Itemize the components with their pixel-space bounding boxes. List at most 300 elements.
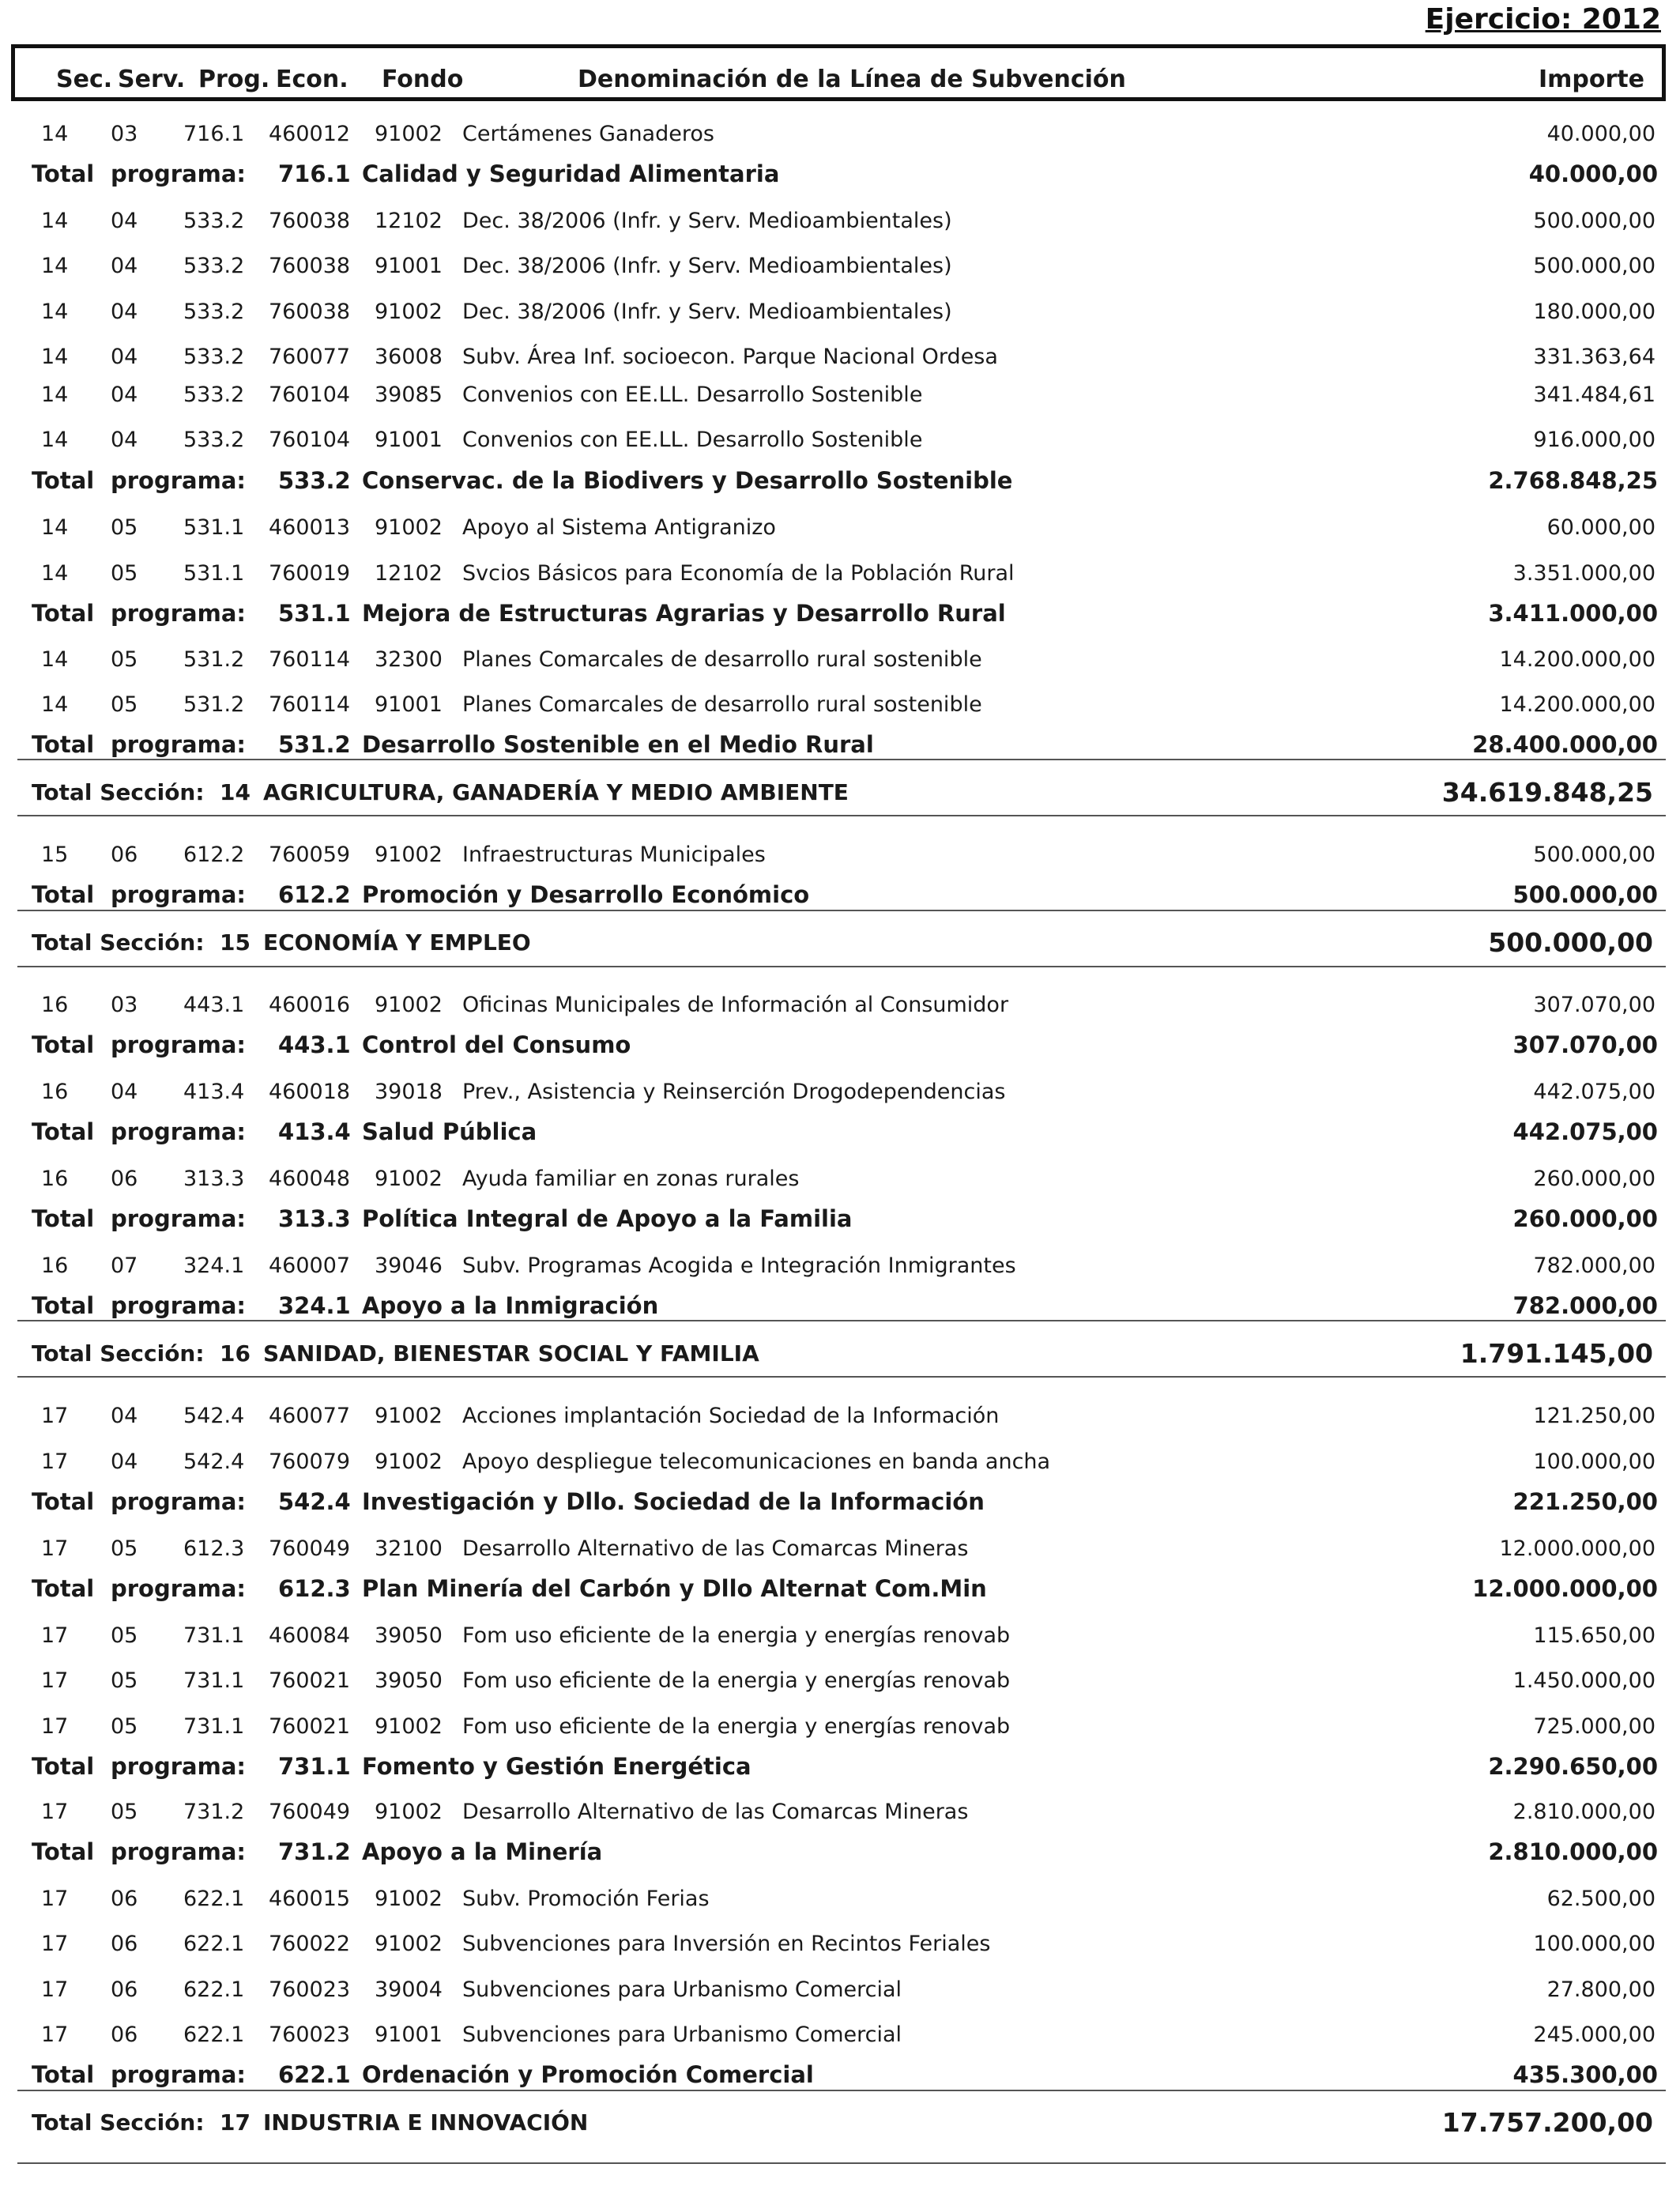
section-total-row bbox=[0, 2107, 1680, 2139]
program-total-row bbox=[0, 598, 1680, 629]
program-total-label-suffix: programa: bbox=[111, 467, 246, 494]
program-total-row bbox=[0, 2059, 1680, 2090]
cell-den: Desarrollo Alternativo de las Comarcas Mineras bbox=[462, 1800, 969, 1824]
cell-imp: 100.000,00 bbox=[1533, 1932, 1656, 1956]
cell-sec: 15 bbox=[41, 843, 69, 867]
cell-den: Planes Comarcales de desarrollo rural sostenible bbox=[462, 647, 982, 672]
cell-serv: 04 bbox=[111, 1449, 138, 1474]
cell-econ: 760021 bbox=[269, 1668, 351, 1693]
program-total-amount: 3.411.000,00 bbox=[1488, 600, 1658, 627]
cell-prog: 531.2 bbox=[183, 692, 245, 717]
cell-den: Dec. 38/2006 (Infr. y Serv. Medioambientales) bbox=[462, 254, 952, 278]
section-separator bbox=[17, 966, 1666, 967]
cell-den: Fom uso eficiente de la energia y energías renovab bbox=[462, 1668, 1011, 1693]
cell-econ: 460084 bbox=[269, 1623, 351, 1648]
program-total-label: Total bbox=[32, 1838, 95, 1865]
cell-econ: 760049 bbox=[269, 1800, 351, 1824]
program-total-row bbox=[0, 1029, 1680, 1061]
cell-den: Svcios Básicos para Economía de la Población Rural bbox=[462, 561, 1015, 586]
cell-serv: 05 bbox=[111, 1623, 138, 1648]
cell-fondo: 91002 bbox=[375, 515, 443, 540]
cell-serv: 05 bbox=[111, 515, 138, 540]
cell-fondo: 12102 bbox=[375, 209, 443, 233]
section-total-amount: 500.000,00 bbox=[1488, 927, 1653, 958]
table-row bbox=[0, 1711, 1680, 1743]
program-name: Política Integral de Apoyo a la Familia bbox=[362, 1205, 853, 1232]
cell-serv: 05 bbox=[111, 1714, 138, 1739]
program-code: 716.1 bbox=[278, 160, 351, 187]
program-total-label: Total bbox=[32, 1205, 95, 1232]
program-total-label-suffix: programa: bbox=[111, 731, 246, 758]
cell-serv: 05 bbox=[111, 561, 138, 586]
table-row bbox=[0, 205, 1680, 237]
section-total-label: Total Sección: bbox=[32, 2109, 205, 2136]
cell-imp: 1.450.000,00 bbox=[1512, 1668, 1656, 1693]
section-name: ECONOMÍA Y EMPLEO bbox=[263, 929, 531, 956]
table-row bbox=[0, 558, 1680, 590]
cell-den: Fom uso eficiente de la energia y energías renovab bbox=[462, 1714, 1011, 1739]
exercise-year: Ejercicio: 2012 bbox=[1425, 3, 1661, 36]
table-row bbox=[0, 1796, 1680, 1828]
program-total-label-suffix: programa: bbox=[111, 1753, 246, 1780]
program-name: Control del Consumo bbox=[362, 1031, 631, 1058]
cell-imp: 500.000,00 bbox=[1533, 843, 1656, 867]
program-code: 313.3 bbox=[278, 1205, 351, 1232]
cell-prog: 443.1 bbox=[183, 993, 245, 1017]
cell-sec: 17 bbox=[41, 1623, 69, 1648]
cell-prog: 324.1 bbox=[183, 1253, 245, 1278]
program-total-label-suffix: programa: bbox=[111, 1118, 246, 1145]
table-row bbox=[0, 1883, 1680, 1915]
cell-sec: 17 bbox=[41, 1449, 69, 1474]
cell-den: Apoyo despliegue telecomunicaciones en banda ancha bbox=[462, 1449, 1051, 1474]
section-name: SANIDAD, BIENESTAR SOCIAL Y FAMILIA bbox=[263, 1340, 759, 1367]
cell-prog: 612.2 bbox=[183, 843, 245, 867]
cell-imp: 3.351.000,00 bbox=[1512, 561, 1656, 586]
cell-fondo: 91001 bbox=[375, 2022, 443, 2047]
program-code: 612.3 bbox=[278, 1575, 351, 1602]
cell-prog: 622.1 bbox=[183, 2022, 245, 2047]
cell-prog: 533.2 bbox=[183, 428, 245, 452]
cell-sec: 17 bbox=[41, 2022, 69, 2047]
header-prog: Prog. bbox=[198, 66, 270, 93]
program-total-row bbox=[0, 1573, 1680, 1604]
cell-imp: 2.810.000,00 bbox=[1512, 1800, 1656, 1824]
cell-sec: 17 bbox=[41, 1404, 69, 1428]
cell-fondo: 39085 bbox=[375, 383, 443, 407]
table-row bbox=[0, 1076, 1680, 1108]
cell-serv: 07 bbox=[111, 1253, 138, 1278]
cell-prog: 622.1 bbox=[183, 1977, 245, 2002]
cell-imp: 782.000,00 bbox=[1533, 1253, 1656, 1278]
cell-fondo: 91001 bbox=[375, 692, 443, 717]
cell-econ: 760104 bbox=[269, 383, 351, 407]
cell-den: Convenios con EE.LL. Desarrollo Sostenible bbox=[462, 428, 923, 452]
program-name: Ordenación y Promoción Comercial bbox=[362, 2061, 814, 2088]
cell-econ: 760049 bbox=[269, 1536, 351, 1561]
cell-econ: 760114 bbox=[269, 647, 351, 672]
table-row bbox=[0, 1533, 1680, 1565]
program-total-label: Total bbox=[32, 1488, 95, 1515]
cell-econ: 460007 bbox=[269, 1253, 351, 1278]
program-total-label: Total bbox=[32, 881, 95, 908]
cell-den: Subvenciones para Urbanismo Comercial bbox=[462, 1977, 902, 2002]
cell-serv: 04 bbox=[111, 345, 138, 369]
table-row bbox=[0, 1163, 1680, 1195]
program-name: Desarrollo Sostenible en el Medio Rural bbox=[362, 731, 874, 758]
cell-prog: 716.1 bbox=[183, 122, 245, 146]
section-code: 15 bbox=[220, 929, 250, 956]
table-row bbox=[0, 1620, 1680, 1652]
cell-fondo: 91002 bbox=[375, 993, 443, 1017]
program-name: Promoción y Desarrollo Económico bbox=[362, 881, 810, 908]
cell-prog: 533.2 bbox=[183, 345, 245, 369]
program-total-amount: 307.070,00 bbox=[1512, 1031, 1658, 1058]
program-total-label-suffix: programa: bbox=[111, 1838, 246, 1865]
cell-serv: 04 bbox=[111, 1404, 138, 1428]
cell-econ: 460013 bbox=[269, 515, 351, 540]
program-total-amount: 500.000,00 bbox=[1512, 881, 1658, 908]
section-code: 17 bbox=[220, 2109, 250, 2136]
cell-fondo: 91002 bbox=[375, 1887, 443, 1911]
cell-imp: 27.800,00 bbox=[1546, 1977, 1656, 2002]
table-row bbox=[0, 119, 1680, 150]
cell-serv: 04 bbox=[111, 1080, 138, 1104]
cell-prog: 731.1 bbox=[183, 1623, 245, 1648]
section-separator bbox=[17, 1320, 1666, 1321]
cell-prog: 533.2 bbox=[183, 209, 245, 233]
table-row bbox=[0, 1974, 1680, 2006]
program-total-label-suffix: programa: bbox=[111, 881, 246, 908]
program-total-amount: 2.290.650,00 bbox=[1488, 1753, 1658, 1780]
header-denominacion: Denominación de la Línea de Subvención bbox=[578, 66, 1126, 93]
cell-imp: 14.200.000,00 bbox=[1499, 692, 1656, 717]
cell-sec: 16 bbox=[41, 1253, 69, 1278]
cell-fondo: 91002 bbox=[375, 122, 443, 146]
cell-sec: 17 bbox=[41, 1536, 69, 1561]
cell-sec: 16 bbox=[41, 1080, 69, 1104]
program-code: 533.2 bbox=[278, 467, 351, 494]
cell-prog: 313.3 bbox=[183, 1167, 245, 1191]
program-name: Calidad y Seguridad Alimentaria bbox=[362, 160, 780, 187]
cell-sec: 14 bbox=[41, 122, 69, 146]
cell-econ: 760038 bbox=[269, 254, 351, 278]
cell-den: Fom uso eficiente de la energia y energías renovab bbox=[462, 1623, 1011, 1648]
cell-sec: 14 bbox=[41, 515, 69, 540]
cell-imp: 14.200.000,00 bbox=[1499, 647, 1656, 672]
cell-imp: 62.500,00 bbox=[1546, 1887, 1656, 1911]
cell-prog: 542.4 bbox=[183, 1449, 245, 1474]
section-code: 16 bbox=[220, 1340, 250, 1367]
cell-serv: 05 bbox=[111, 692, 138, 717]
cell-serv: 03 bbox=[111, 993, 138, 1017]
program-code: 531.1 bbox=[278, 600, 351, 627]
program-total-amount: 221.250,00 bbox=[1512, 1488, 1658, 1515]
cell-fondo: 39050 bbox=[375, 1623, 443, 1648]
cell-den: Subv. Área Inf. socioecon. Parque Nacional Ordesa bbox=[462, 345, 998, 369]
cell-prog: 533.2 bbox=[183, 300, 245, 324]
cell-prog: 531.2 bbox=[183, 647, 245, 672]
program-code: 612.2 bbox=[278, 881, 351, 908]
cell-fondo: 91002 bbox=[375, 1932, 443, 1956]
cell-serv: 04 bbox=[111, 254, 138, 278]
cell-den: Dec. 38/2006 (Infr. y Serv. Medioambientales) bbox=[462, 300, 952, 324]
section-separator bbox=[17, 2162, 1666, 2164]
cell-econ: 760022 bbox=[269, 1932, 351, 1956]
program-total-amount: 2.768.848,25 bbox=[1488, 467, 1658, 494]
cell-serv: 06 bbox=[111, 1977, 138, 2002]
header-importe: Importe bbox=[1539, 66, 1644, 93]
cell-prog: 533.2 bbox=[183, 254, 245, 278]
program-total-label-suffix: programa: bbox=[111, 2061, 246, 2088]
cell-sec: 14 bbox=[41, 692, 69, 717]
cell-econ: 760079 bbox=[269, 1449, 351, 1474]
section-total-row bbox=[0, 927, 1680, 959]
table-row bbox=[0, 1928, 1680, 1960]
program-total-label-suffix: programa: bbox=[111, 1488, 246, 1515]
program-code: 324.1 bbox=[278, 1292, 351, 1319]
section-name: AGRICULTURA, GANADERÍA Y MEDIO AMBIENTE bbox=[263, 779, 849, 805]
section-name: INDUSTRIA E INNOVACIÓN bbox=[263, 2109, 589, 2136]
table-row bbox=[0, 990, 1680, 1021]
cell-den: Dec. 38/2006 (Infr. y Serv. Medioambientales) bbox=[462, 209, 952, 233]
cell-prog: 731.1 bbox=[183, 1668, 245, 1693]
cell-serv: 05 bbox=[111, 1800, 138, 1824]
cell-fondo: 91001 bbox=[375, 254, 443, 278]
program-total-label: Total bbox=[32, 2061, 95, 2088]
cell-econ: 460015 bbox=[269, 1887, 351, 1911]
section-total-amount: 17.757.200,00 bbox=[1441, 2107, 1653, 2138]
cell-imp: 500.000,00 bbox=[1533, 209, 1656, 233]
cell-imp: 341.484,61 bbox=[1533, 383, 1656, 407]
cell-serv: 03 bbox=[111, 122, 138, 146]
program-total-amount: 28.400.000,00 bbox=[1472, 731, 1658, 758]
cell-prog: 612.3 bbox=[183, 1536, 245, 1561]
cell-imp: 260.000,00 bbox=[1533, 1167, 1656, 1191]
table-row bbox=[0, 1665, 1680, 1697]
cell-den: Planes Comarcales de desarrollo rural sostenible bbox=[462, 692, 982, 717]
cell-econ: 760077 bbox=[269, 345, 351, 369]
cell-econ: 760114 bbox=[269, 692, 351, 717]
cell-den: Subv. Promoción Ferias bbox=[462, 1887, 710, 1911]
cell-fondo: 36008 bbox=[375, 345, 443, 369]
cell-serv: 04 bbox=[111, 428, 138, 452]
program-code: 622.1 bbox=[278, 2061, 351, 2088]
cell-econ: 760038 bbox=[269, 209, 351, 233]
section-separator bbox=[17, 910, 1666, 911]
section-total-label: Total Sección: bbox=[32, 1340, 205, 1367]
table-row bbox=[0, 424, 1680, 456]
cell-fondo: 91001 bbox=[375, 428, 443, 452]
cell-serv: 05 bbox=[111, 1668, 138, 1693]
section-total-amount: 1.791.145,00 bbox=[1460, 1338, 1653, 1369]
cell-prog: 531.1 bbox=[183, 515, 245, 540]
column-header-bar bbox=[11, 44, 1666, 101]
section-code: 14 bbox=[220, 779, 250, 805]
program-total-row bbox=[0, 729, 1680, 760]
table-row bbox=[0, 2019, 1680, 2051]
header-sec: Sec. bbox=[56, 66, 113, 93]
table-row bbox=[0, 379, 1680, 411]
cell-econ: 460018 bbox=[269, 1080, 351, 1104]
program-name: Apoyo a la Minería bbox=[362, 1838, 603, 1865]
cell-sec: 14 bbox=[41, 561, 69, 586]
table-row bbox=[0, 251, 1680, 282]
cell-imp: 180.000,00 bbox=[1533, 300, 1656, 324]
cell-sec: 14 bbox=[41, 254, 69, 278]
table-row bbox=[0, 644, 1680, 676]
table-row bbox=[0, 689, 1680, 721]
cell-den: Certámenes Ganaderos bbox=[462, 122, 714, 146]
cell-sec: 14 bbox=[41, 345, 69, 369]
cell-sec: 17 bbox=[41, 1668, 69, 1693]
cell-imp: 442.075,00 bbox=[1533, 1080, 1656, 1104]
program-total-amount: 435.300,00 bbox=[1512, 2061, 1658, 2088]
cell-econ: 760038 bbox=[269, 300, 351, 324]
cell-sec: 14 bbox=[41, 428, 69, 452]
cell-prog: 542.4 bbox=[183, 1404, 245, 1428]
cell-fondo: 12102 bbox=[375, 561, 443, 586]
cell-den: Oficinas Municipales de Información al Consumidor bbox=[462, 993, 1009, 1017]
cell-econ: 760023 bbox=[269, 2022, 351, 2047]
section-total-row bbox=[0, 777, 1680, 809]
cell-den: Infraestructuras Municipales bbox=[462, 843, 766, 867]
cell-serv: 06 bbox=[111, 1167, 138, 1191]
program-total-row bbox=[0, 1486, 1680, 1517]
cell-prog: 622.1 bbox=[183, 1887, 245, 1911]
cell-serv: 06 bbox=[111, 1887, 138, 1911]
cell-den: Subvenciones para Inversión en Recintos Feriales bbox=[462, 1932, 991, 1956]
cell-den: Prev., Asistencia y Reinserción Drogodependencias bbox=[462, 1080, 1006, 1104]
header-econ: Econ. bbox=[276, 66, 348, 93]
cell-econ: 460077 bbox=[269, 1404, 351, 1428]
program-total-label: Total bbox=[32, 600, 95, 627]
cell-econ: 760023 bbox=[269, 1977, 351, 2002]
program-total-label: Total bbox=[32, 160, 95, 187]
program-name: Salud Pública bbox=[362, 1118, 537, 1145]
cell-imp: 60.000,00 bbox=[1546, 515, 1656, 540]
cell-sec: 14 bbox=[41, 209, 69, 233]
program-name: Plan Minería del Carbón y Dllo Alternat Com.Min bbox=[362, 1575, 987, 1602]
cell-imp: 500.000,00 bbox=[1533, 254, 1656, 278]
program-code: 542.4 bbox=[278, 1488, 351, 1515]
cell-econ: 460048 bbox=[269, 1167, 351, 1191]
cell-sec: 17 bbox=[41, 1800, 69, 1824]
section-total-label: Total Sección: bbox=[32, 929, 205, 956]
cell-imp: 916.000,00 bbox=[1533, 428, 1656, 452]
program-total-label: Total bbox=[32, 1753, 95, 1780]
section-separator bbox=[17, 759, 1666, 760]
program-code: 731.1 bbox=[278, 1753, 351, 1780]
cell-fondo: 91002 bbox=[375, 1800, 443, 1824]
program-total-label: Total bbox=[32, 1118, 95, 1145]
program-total-row bbox=[0, 1836, 1680, 1868]
cell-prog: 413.4 bbox=[183, 1080, 245, 1104]
program-total-label-suffix: programa: bbox=[111, 1292, 246, 1319]
cell-sec: 17 bbox=[41, 1887, 69, 1911]
program-code: 413.4 bbox=[278, 1118, 351, 1145]
table-row bbox=[0, 839, 1680, 871]
program-name: Mejora de Estructuras Agrarias y Desarrollo Rural bbox=[362, 600, 1006, 627]
cell-fondo: 32300 bbox=[375, 647, 443, 672]
cell-econ: 460012 bbox=[269, 122, 351, 146]
program-code: 531.2 bbox=[278, 731, 351, 758]
cell-sec: 17 bbox=[41, 1977, 69, 2002]
cell-den: Subv. Programas Acogida e Integración Inmigrantes bbox=[462, 1253, 1016, 1278]
cell-prog: 622.1 bbox=[183, 1932, 245, 1956]
program-total-row bbox=[0, 1290, 1680, 1321]
cell-den: Ayuda familiar en zonas rurales bbox=[462, 1167, 800, 1191]
cell-imp: 307.070,00 bbox=[1533, 993, 1656, 1017]
cell-imp: 245.000,00 bbox=[1533, 2022, 1656, 2047]
program-total-label-suffix: programa: bbox=[111, 1031, 246, 1058]
cell-prog: 731.1 bbox=[183, 1714, 245, 1739]
program-total-amount: 12.000.000,00 bbox=[1472, 1575, 1658, 1602]
cell-serv: 06 bbox=[111, 2022, 138, 2047]
program-total-row bbox=[0, 1203, 1680, 1235]
cell-econ: 760021 bbox=[269, 1714, 351, 1739]
cell-imp: 331.363,64 bbox=[1533, 345, 1656, 369]
cell-econ: 760059 bbox=[269, 843, 351, 867]
cell-sec: 14 bbox=[41, 300, 69, 324]
section-total-label: Total Sección: bbox=[32, 779, 205, 805]
program-name: Apoyo a la Inmigración bbox=[362, 1292, 659, 1319]
program-code: 731.2 bbox=[278, 1838, 351, 1865]
cell-prog: 533.2 bbox=[183, 383, 245, 407]
cell-fondo: 39018 bbox=[375, 1080, 443, 1104]
cell-fondo: 39046 bbox=[375, 1253, 443, 1278]
cell-serv: 04 bbox=[111, 209, 138, 233]
program-total-label-suffix: programa: bbox=[111, 600, 246, 627]
header-fondo: Fondo bbox=[382, 66, 464, 93]
program-total-row bbox=[0, 879, 1680, 910]
table-row bbox=[0, 296, 1680, 328]
cell-fondo: 91002 bbox=[375, 300, 443, 324]
cell-sec: 17 bbox=[41, 1932, 69, 1956]
program-total-amount: 260.000,00 bbox=[1512, 1205, 1658, 1232]
program-total-row bbox=[0, 158, 1680, 190]
program-total-amount: 2.810.000,00 bbox=[1488, 1838, 1658, 1865]
cell-serv: 05 bbox=[111, 1536, 138, 1561]
section-separator bbox=[17, 2090, 1666, 2091]
cell-sec: 17 bbox=[41, 1714, 69, 1739]
cell-imp: 40.000,00 bbox=[1546, 122, 1656, 146]
cell-sec: 16 bbox=[41, 993, 69, 1017]
section-separator bbox=[17, 815, 1666, 816]
cell-imp: 100.000,00 bbox=[1533, 1449, 1656, 1474]
cell-sec: 16 bbox=[41, 1167, 69, 1191]
cell-fondo: 91002 bbox=[375, 1449, 443, 1474]
program-total-amount: 40.000,00 bbox=[1528, 160, 1658, 187]
program-total-label: Total bbox=[32, 1292, 95, 1319]
program-code: 443.1 bbox=[278, 1031, 351, 1058]
cell-den: Apoyo al Sistema Antigranizo bbox=[462, 515, 776, 540]
cell-serv: 06 bbox=[111, 843, 138, 867]
cell-econ: 760019 bbox=[269, 561, 351, 586]
cell-serv: 05 bbox=[111, 647, 138, 672]
program-name: Fomento y Gestión Energética bbox=[362, 1753, 751, 1780]
cell-fondo: 32100 bbox=[375, 1536, 443, 1561]
program-total-amount: 442.075,00 bbox=[1512, 1118, 1658, 1145]
program-total-label: Total bbox=[32, 1575, 95, 1602]
section-total-amount: 34.619.848,25 bbox=[1441, 777, 1653, 808]
table-row bbox=[0, 512, 1680, 544]
program-name: Conservac. de la Biodivers y Desarrollo Sostenible bbox=[362, 467, 1013, 494]
cell-econ: 760104 bbox=[269, 428, 351, 452]
program-name: Investigación y Dllo. Sociedad de la Información bbox=[362, 1488, 985, 1515]
table-row bbox=[0, 1446, 1680, 1478]
cell-serv: 06 bbox=[111, 1932, 138, 1956]
